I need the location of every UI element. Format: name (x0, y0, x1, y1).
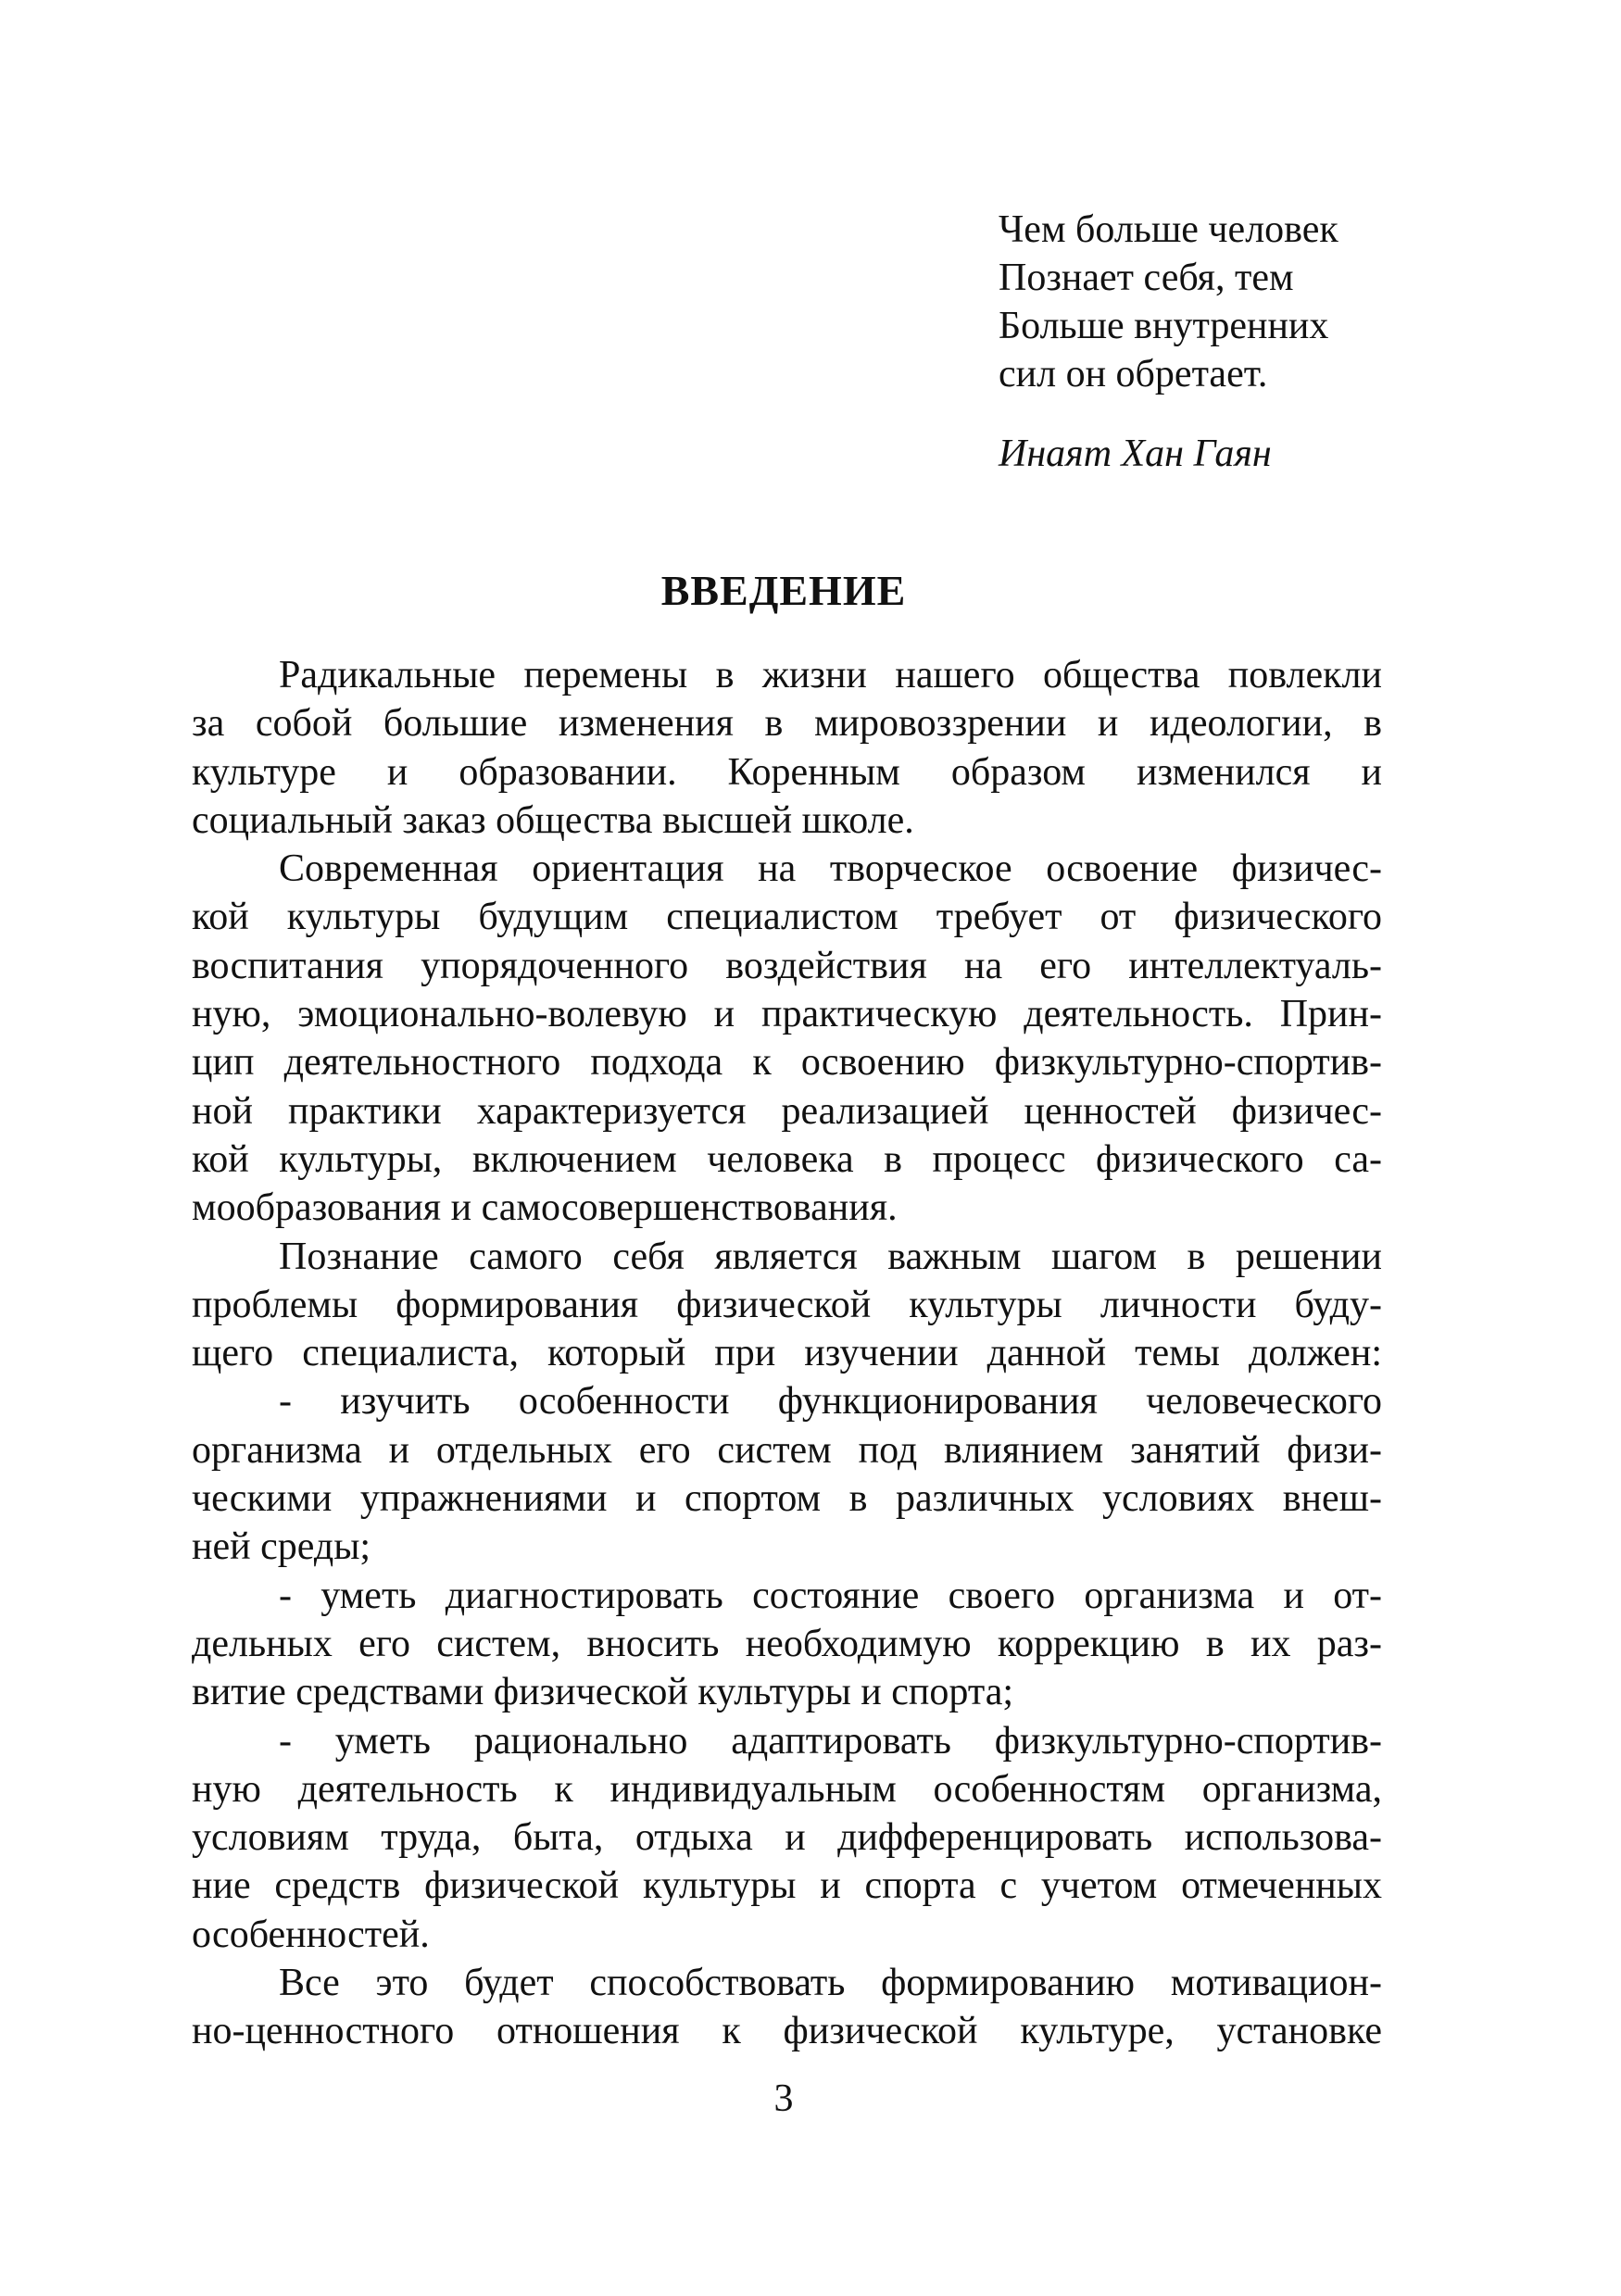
text-line: ную, эмоционально-волевую и практическую деятельность. Прин- (192, 993, 1382, 1036)
text-line: но-ценностного отношения к физической культуре, установке (192, 2010, 1382, 2053)
epigraph-line: Больше внутренних (999, 305, 1329, 347)
epigraph-line: сил он обретает. (999, 353, 1268, 395)
text-line: ную деятельность к индивидуальным особенностям организма, (192, 1767, 1382, 1811)
text-line: ческими упражнениями и спортом в различных условиях внеш- (192, 1477, 1382, 1521)
paragraph-3 (192, 1233, 1382, 1378)
text-line: мообразования и самосовершенствования. (192, 1186, 898, 1230)
list-item-3 (192, 1717, 1382, 1959)
text-line: цип деятельностного подхода к освоению физкультурно-спортив- (192, 1041, 1382, 1085)
epigraph-author: Инаят Хан Гаян (999, 433, 1272, 475)
epigraph-line: Чем больше человек (999, 208, 1338, 251)
paragraph-1 (192, 651, 1382, 845)
text-line: Радикальные перемены в жизни нашего общества повлекли (279, 654, 1382, 696)
text-line: ной практики характеризуется реализацией ценностей физичес- (192, 1089, 1382, 1133)
list-item-1 (192, 1377, 1382, 1571)
text-line: культуре и образовании. Коренным образом изменился и (192, 750, 1382, 794)
section-heading: ВВЕДЕНИЕ (660, 567, 907, 614)
body-text (192, 651, 1382, 2056)
text-line: - уметь диагностировать состояние своего организма и от- (279, 1574, 1382, 1617)
paragraph-4 (192, 1959, 1382, 2056)
list-item-2 (192, 1572, 1382, 1717)
text-line: кой культуры будущим специалистом требует от физического (192, 896, 1382, 939)
text-line: - уметь рационально адаптировать физкультурно-спортив- (279, 1719, 1382, 1763)
text-line: - изучить особенности функционирования человеческого (279, 1380, 1382, 1424)
text-line: дельных его систем, вносить необходимую коррекцию в их раз- (192, 1622, 1382, 1665)
text-line: ние средств физической культуры и спорта с учетом отмеченных (192, 1864, 1382, 1908)
text-line: условиям труда, быта, отдыха и дифференцировать использова- (192, 1816, 1382, 1860)
epigraph (999, 206, 1517, 478)
text-line: ней среды; (192, 1525, 371, 1569)
text-line: Познание самого себя является важным шагом в решении (279, 1235, 1382, 1278)
text-line: особенностей. (192, 1913, 430, 1956)
paragraph-2 (192, 845, 1382, 1232)
text-line: кой культуры, включением человека в процесс физического са- (192, 1137, 1382, 1181)
text-line: за собой большие изменения в мировоззрении и идеологии, в (192, 702, 1382, 746)
text-line: социальный заказ общества высшей школе. (192, 798, 914, 842)
text-line: организма и отдельных его систем под влиянием занятий физи- (192, 1428, 1382, 1472)
text-line: Все это будет способствовать формированию мотивацион- (279, 1962, 1382, 2005)
epigraph-line: Познает себя, тем (999, 257, 1294, 299)
page-number: 3 (773, 2077, 794, 2120)
text-line: воспитания упорядоченного воздействия на его интеллектуаль- (192, 944, 1382, 987)
text-line: щего специалиста, который при изучении данной темы должен: (192, 1332, 1382, 1375)
text-line: Современная ориентация на творческое освоение физичес- (279, 847, 1382, 891)
text-line: витие средствами физической культуры и спорта; (192, 1671, 1014, 1714)
text-line: проблемы формирования физической культуры личности буду- (192, 1283, 1382, 1326)
